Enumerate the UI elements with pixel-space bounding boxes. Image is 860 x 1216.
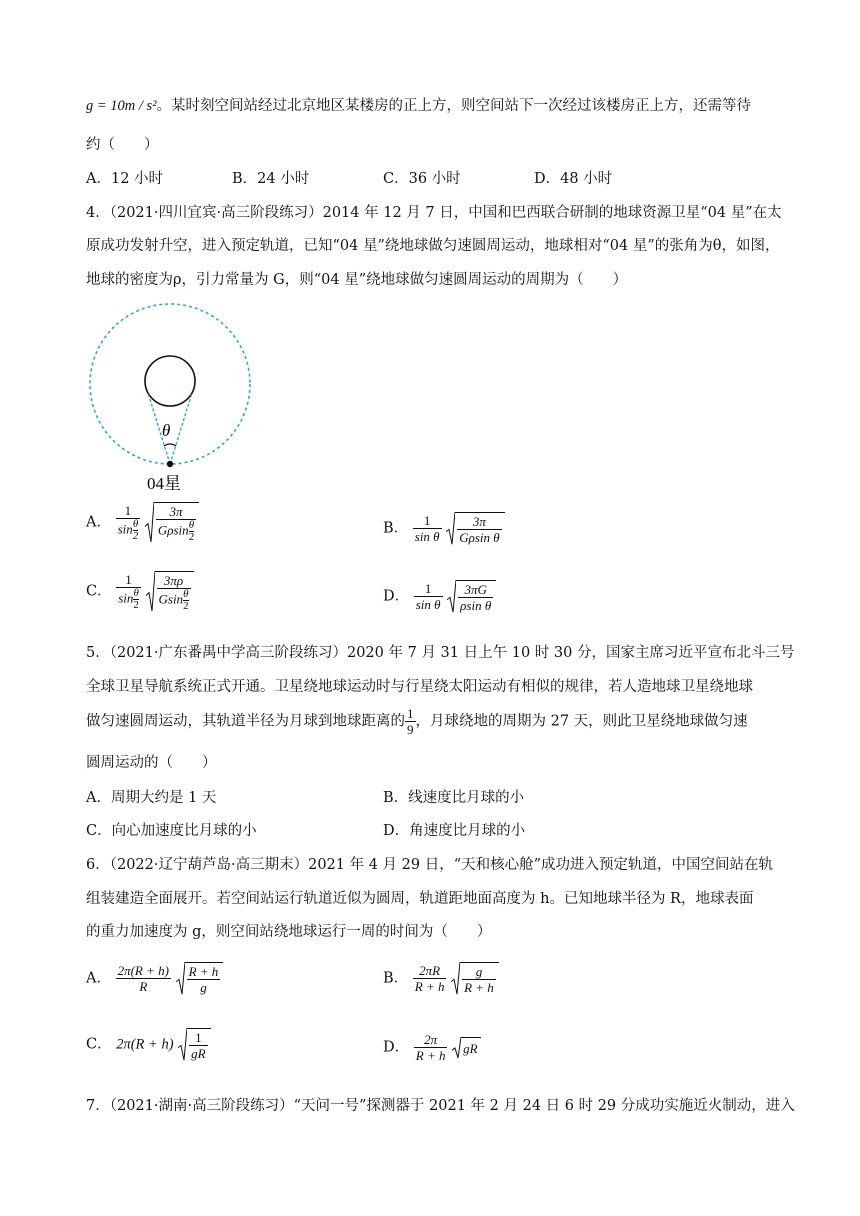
option-label: C． [86, 1036, 112, 1053]
q6-option-a [86, 962, 223, 995]
orbit-figure [80, 296, 280, 496]
q4-line2: 原成功发射升空，进入预定轨道，已知“04 星”绕地球做匀速圆周运动，地球相对“04 星”的张角为θ，如图， [86, 238, 780, 254]
q4-option-c [86, 571, 194, 612]
q3-option-b: B．24 小时 [232, 171, 310, 187]
option-label: B． [383, 520, 409, 537]
q5-frac-den: 9 [407, 722, 414, 737]
q4c-frac: 1 sin $\frac{\theta}{2}$ [118, 572, 139, 611]
q7-line1: 7．（2021·湖南·高三阶段练习）“天问一号”探测器于 2021 年 2 月 24 日 6 时 29 分成功实施近火制动，进入 [86, 1098, 795, 1114]
q4-option-d [383, 580, 496, 613]
q6c-coef: 2π(R + h) [116, 1036, 174, 1053]
earth-circle [145, 356, 195, 406]
option-label: D． [383, 1039, 410, 1056]
q3-line1 [86, 96, 751, 116]
q6d-frac: $\frac{2\pi}{R + h}$ [415, 1032, 446, 1063]
option-label: A． [86, 514, 111, 531]
q5-frac-num: 1 [407, 706, 414, 721]
q6b-sqrt: $\frac{g}{R + h}$ [451, 962, 499, 995]
q6-option-c [86, 1028, 211, 1061]
q5-line2: 全球卫星导航系统正式开通。卫星绕地球运动时与行星绕太阳运动有相似的规律，若人造地球卫星绕地球 [86, 679, 753, 695]
q5-option-a: A．周期大约是 1 天 [86, 790, 217, 806]
q4d-frac: $\frac{1}{\text{sin θ}}$ [415, 581, 441, 612]
q4-option-a [86, 502, 199, 543]
angle-arc [164, 444, 176, 446]
q4-line1: 4．（2021·四川宜宾·高三阶段练习）2014 年 12 月 7 日，中国和巴西联合研制的地球资源卫星“04 星”在太 [86, 205, 782, 221]
q6-option-b [383, 962, 499, 995]
q3-line1-text: 。某时刻空间站经过北京地区某楼房的正上方，则空间站下一次经过该楼房正上方，还需等待 [156, 98, 752, 114]
option-label: D． [383, 588, 410, 605]
q4b-frac: $\frac{1}{\text{sin θ}}$ [414, 513, 440, 544]
q5-line3 [86, 706, 748, 737]
q6a-sqrt: $\frac{R + h}{g}$ [176, 962, 224, 995]
q4-option-b [383, 512, 505, 545]
q6d-sqrt: gR [452, 1037, 480, 1059]
q6-line2: 组装建造全面展开。若空间站运行轨道近似为圆周，轨道距地面高度为 h。已知地球半径为 R，地球表面 [86, 891, 754, 907]
q6-option-d [383, 1032, 481, 1063]
q3-option-a: A．12 小时 [86, 171, 164, 187]
q5-line1: 5．（2021·广东番禺中学高三阶段练习）2020 年 7 月 31 日上午 10 时 30 分，国家主席习近平宣布北斗三号 [86, 645, 795, 661]
q4a-frac: 1 sin $\frac{\theta}{2}$ [117, 503, 139, 542]
q4b-sqrt: $\frac{3\pi}{\text{Gρsin θ}}$ [446, 512, 504, 545]
q6-line3: 的重力加速度为 g，则空间站绕地球运行一周的时间为（ ） [86, 924, 492, 940]
q4a-sqrt: 3π Gρsin $\frac{\theta}{2}$ [145, 502, 199, 543]
q6c-sqrt: $\frac{1}{gR}$ [178, 1028, 210, 1061]
q6-line1: 6．（2022·辽宁葫芦岛·高三期末）2021 年 4 月 29 日，“天和核心舱”成功进入预定轨道，中国空间站在轨 [86, 857, 774, 873]
q3-option-d: D．48 小时 [534, 171, 613, 187]
option-label: C． [86, 583, 112, 600]
q5-option-b: B．线速度比月球的小 [383, 790, 525, 806]
q5-line3-part2: ，月球绕地的周期为 27 天，则此卫星绕地球做匀速 [415, 713, 748, 730]
q5-option-c: C．向心加速度比月球的小 [86, 823, 257, 839]
q6b-frac: $\frac{2\pi R}{R + h}$ [414, 963, 445, 994]
q5-option-d: D．角速度比月球的小 [383, 823, 526, 839]
q4d-sqrt: $\frac{3\pi G}{\text{ρsin θ}}$ [447, 580, 496, 613]
q3-formula: g = 10m / s² [86, 98, 157, 114]
option-label: A． [86, 970, 111, 987]
theta-label: θ [162, 421, 171, 440]
satellite-dot [167, 461, 173, 467]
q5-frac [405, 706, 416, 737]
option-label: B． [383, 970, 409, 987]
q3-line2: 约（ ） [86, 137, 159, 153]
satellite-label: 04星 [147, 474, 181, 493]
q5-line3-part1: 做匀速圆周运动，其轨道半径为月球到地球距离的 [86, 713, 405, 730]
q6a-frac: $\frac{2\pi(R + h)}{R}$ [117, 963, 169, 994]
q5-line4: 圆周运动的（ ） [86, 755, 217, 771]
q4c-sqrt: 3πρ Gsin $\frac{\theta}{2}$ [146, 571, 194, 612]
q4-line3: 地球的密度为ρ，引力常量为 G，则“04 星”绕地球做匀速圆周运动的周期为（ ） [86, 272, 628, 288]
q3-option-c: C．36 小时 [383, 171, 461, 187]
